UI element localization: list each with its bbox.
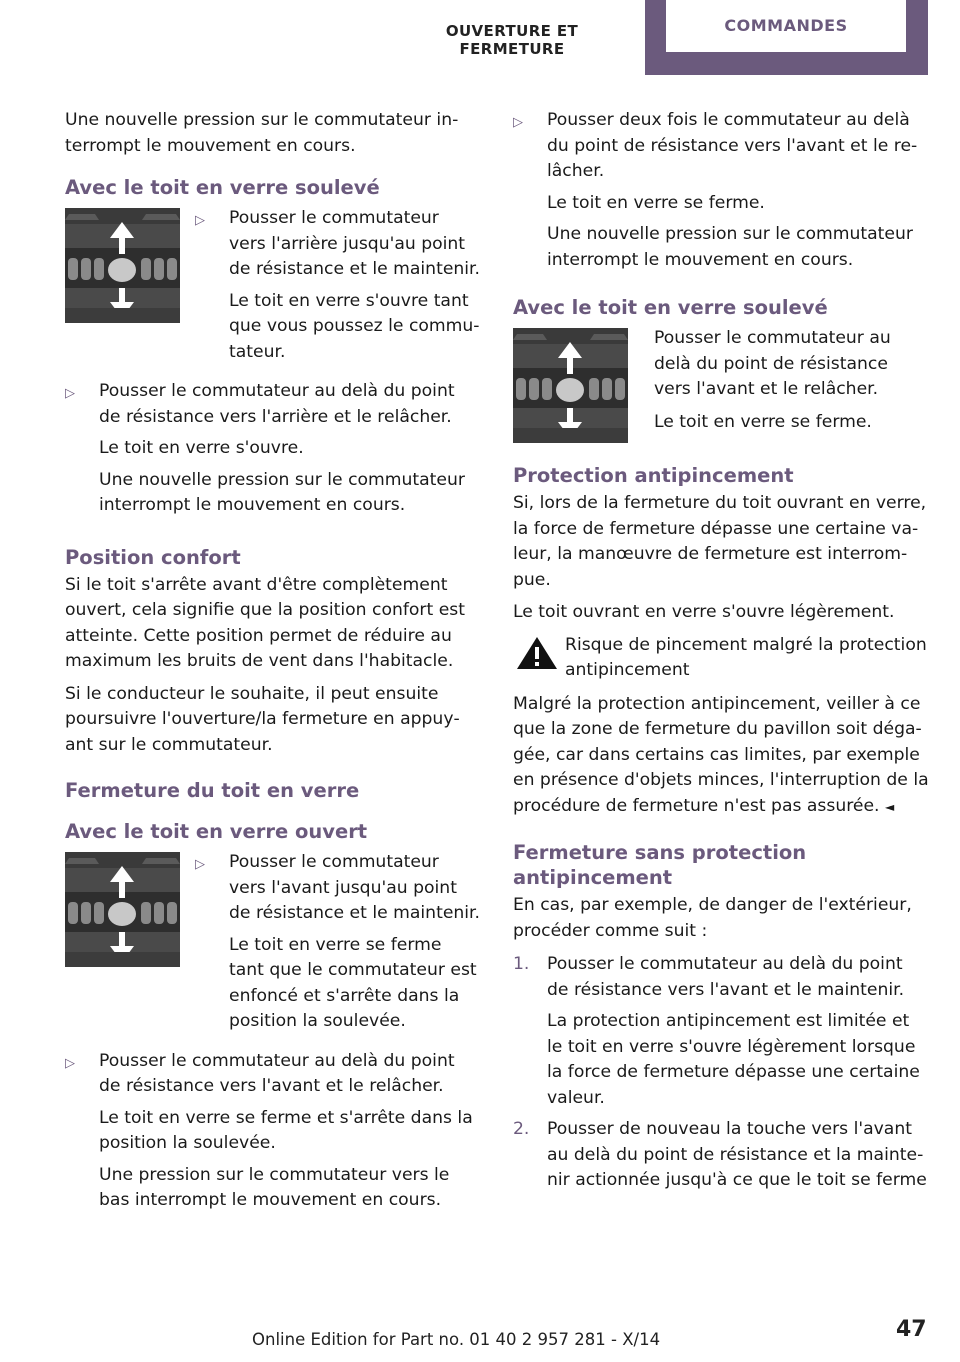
heading-no-pinch-protection: Fermeture sans protection antipincement [513,841,807,889]
heading-comfort: Position confort [65,545,241,569]
heading-closing: Fermeture du toit en verre [65,779,360,802]
end-of-warning-mark: ◄ [885,799,895,814]
list-bullet: ▷ [65,1055,75,1071]
figure-row-open-hold [65,206,480,371]
subheading-raised: Avec le toit en verre soulevé [513,296,828,319]
comfort-paragraph-2: Si le conducteur le souhaite, il peut ensuite poursuivre l'ouverture/la fermeture en appuyant sur le commutateur. [65,683,460,755]
comfort-paragraph-1: Si le toit s'arrête avant d'être complètement ouvert, cela signifie que la position confort est atteinte. Cette position permet de réduire au maximum les bruits de vent dans l'habitacle. [65,574,465,671]
roof-switch-illustration [65,208,180,323]
list-item: ▷ Pousser le commutateur vers l'arrière jusqu'au point de résistance et le maintenir. Le toit en verre s'ouvre tant que vous poussez le commutateur. [195,206,480,371]
list-bullet: ▷ [513,115,523,130]
running-header-section: OUVERTURE ET FERMETURE [445,22,579,58]
step-number: 1. [513,954,530,974]
numbered-step: 2. Pousser de nouveau la touche vers l'avant au delà du point de résistance et la maintenir actionnée jusqu'à ce que le toit se ferme [513,1117,929,1200]
list-item: ▷ Pousser le commutateur au delà du point de résistance vers l'avant et le relâcher. Le toit en verre se ferme et s'arrête dans la position la soulevée. Une pression sur le commutateur vers le bas interrompt le mouvement en cours. [65,1049,480,1220]
figure-row-close-hold [65,850,480,1041]
edition-footer: Online Edition for Part no. 01 40 2 957 281 - X/14 [252,1330,661,1349]
left-column [65,108,480,1220]
warning-triangle-icon [513,633,565,673]
roof-switch-illustration [65,852,180,967]
list-item: ▷ Pousser le commutateur au delà du point de résistance vers l'arrière et le relâcher. Le toit en verre s'ouvre. Une nouvelle pression sur le commutateur interrompt le mouvement en cours. [65,379,480,525]
figure-row-close-tap: Pousser le commutateur au delà du point de résistance vers l'avant et le relâcher. Le toit en verre se ferme. [513,326,929,443]
list-bullet: ▷ [65,386,75,401]
warning-block [513,633,929,684]
step-number: 2. [513,1119,530,1139]
no-pinch-intro: En cas, par exemple, de danger de l'extérieur, procéder comme suit : [513,895,912,941]
list-bullet: ▷ [195,213,205,228]
pinch-paragraph-2: Le toit ouvrant en verre s'ouvre légèrement. [513,602,895,622]
intro-paragraph: Une nouvelle pression sur le commutateur interrompt le mouvement en cours. [65,110,459,156]
page-number: 47 [896,1317,927,1342]
heading-pinch-protection: Protection antipincement [513,464,794,487]
subheading-open: Avec le toit en verre ouvert [65,820,368,843]
list-item: ▷ Pousser le commutateur vers l'avant jusqu'au point de résistance et le maintenir. Le toit en verre se ferme tant que le commutateur est enfoncé et s'arrête dans la position la soulevée. [195,850,480,1041]
list-bullet: ▷ [195,857,205,872]
numbered-step: 1. Pousser le commutateur au delà du point de résistance vers l'avant et le maintenir. La protection antipincement est limitée et le toit en verre s'ouvre légèrement lorsque la force de fermeture dépasse une certaine valeur. [513,952,929,1117]
pinch-paragraph-1: Si, lors de la fermeture du toit ouvrant en verre, la force de fermeture dépasse une certaine valeur, la manœuvre de fermeture est interrompue. [513,493,927,590]
list-item: ▷ Pousser deux fois le commutateur au delà du point de résistance vers l'avant et le relâcher. Le toit en verre se ferme. Une nouvelle pression sur le commutateur interrompt le mouvement en cours. [513,108,929,279]
roof-switch-illustration [513,328,628,443]
chapter-tab-label: COMMANDES [666,0,906,52]
warning-body: Malgré la protection antipincement, veiller à ce que la zone de fermeture du pavillon soit dégagée, car dans certains cas limites, par exemple en présence d'objets minces, l'interruption de la procédure de fermeture n'est pas assurée. ◄ [513,693,929,816]
warning-title: Risque de pincement malgré la protection antipincement [565,634,927,680]
subheading-raised: Avec le toit en verre soulevé [65,176,380,199]
right-column [513,108,929,1200]
